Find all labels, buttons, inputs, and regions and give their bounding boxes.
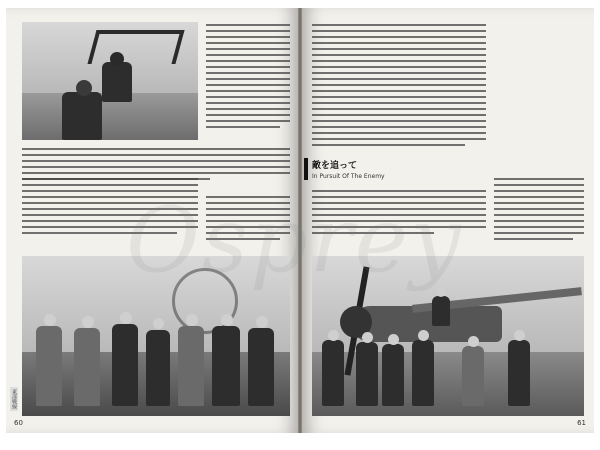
watermark: Osprey [126,188,463,293]
running-head: 東部戦線 [11,389,17,409]
right-caption-text [494,178,584,244]
magazine-spread [6,8,594,433]
photo-cockpit [22,22,198,140]
section-title: 敵を追って [312,161,358,171]
section-heading [312,158,385,180]
section-subtitle: In Pursuit Of The Enemy [312,173,385,180]
page-number-right: 61 [577,419,586,427]
left-text-column-top [206,24,290,132]
page-number-left: 60 [14,419,23,427]
right-body-text-top [312,24,486,150]
